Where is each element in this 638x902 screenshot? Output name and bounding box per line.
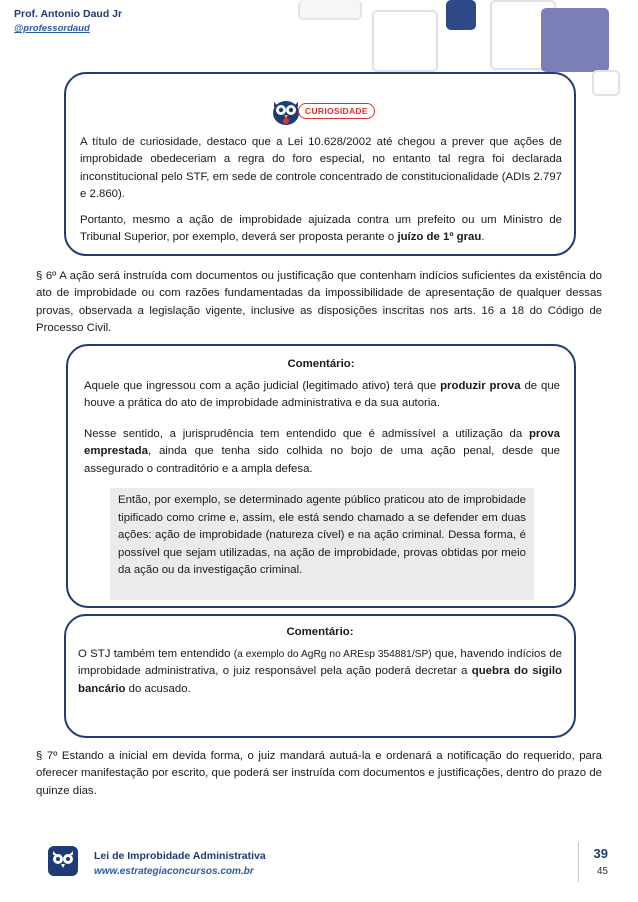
comment-1-p1-bold: produzir prova xyxy=(440,380,521,392)
comment-box-1 xyxy=(66,344,576,608)
comment-2-end: do acusado. xyxy=(125,682,191,695)
curiosity-paragraph-1: A título de curiosidade, destaco que a Lei 10.628/2002 até chegou a prever que ações de improbidade obedeceriam a regra do foro especial, no entanto tal regra foi declarada inconstitucional pelo STF, em sede de controle concentrado de constitucionalidade (ADIs 2.797 e 2.860). xyxy=(80,136,562,201)
author-name: Prof. Antonio Daud Jr xyxy=(14,8,123,20)
comment-2-bold: quebra do sigilo bancário xyxy=(78,665,562,695)
curiosity-paragraph-2 xyxy=(80,212,562,247)
comment-1-p1-text: Aquele que ingressou com a ação judicial (legitimado ativo) terá que xyxy=(84,380,441,392)
paragraph-6: § 6º A ação será instruída com documentos ou justificação que contenham indícios suficientes da existência do ato de improbidade ou com razões fundamentadas da impossibilidade de apresentação de qualquer dessas provas, observada a legislação vigente, inclusive as disposições inscritas nos arts. 16 a 18 do Código de Processo Civil. xyxy=(36,270,602,335)
comment-2-text-2: que, havendo indícios de improbidade administrativa, o juiz responsável pela ação poderá decretar a xyxy=(78,648,562,678)
comment-1-paragraph-2 xyxy=(84,426,560,478)
footer-divider xyxy=(578,842,579,882)
comment-1-paragraph-1 xyxy=(84,378,560,413)
paragraph-7: § 7º Estando a inicial em devida forma, o juiz mandará autuá-la e ordenará a notificação do requerido, para oferecer manifestação por escrito, que poderá ser instruída com documentos e justificações, dentro do prazo de quinze dias. xyxy=(36,750,602,797)
curiosity-badge-label: CURIOSIDADE xyxy=(298,103,375,119)
curiosity-p2-bold: juízo de 1º grau xyxy=(397,231,482,244)
curiosity-badge xyxy=(270,98,380,126)
comment-2-title: Comentário: xyxy=(286,626,354,638)
owl-logo-icon xyxy=(48,846,78,876)
curiosity-p2-end: . xyxy=(481,231,485,244)
page-total: 45 xyxy=(596,866,608,877)
curiosity-box xyxy=(64,72,576,256)
comment-1-example-box: Então, por exemplo, se determinado agente público praticou ato de improbidade tipificado como crime e, assim, ele está sendo chamado a se defender em duas ações: ação de improbidade (natureza cível) e na ação criminal. Dessa forma, é possível que sejam utilizadas, na ação de improbidade, provas obtidas por meio da ação ou da investigação criminal. xyxy=(110,488,534,600)
comment-1-p1-end: de que houve a prática do ato de improbidade administrativa e da sua autoria. xyxy=(84,380,560,410)
comment-1-title: Comentário: xyxy=(287,358,355,370)
comment-1-p2-bold: prova emprestada xyxy=(84,428,560,458)
footer-logo xyxy=(48,846,78,876)
author-handle[interactable]: @professordaud xyxy=(14,23,90,34)
comment-box-2 xyxy=(64,614,576,738)
curiosity-p2-text: Portanto, mesmo a ação de improbidade ajuizada contra um prefeito ou um Ministro de Tribunal Superior, por exemplo, deverá ser proposta perante o xyxy=(80,214,562,244)
comment-2-citation: (a exemplo do AgRg no AREsp 354881/SP) xyxy=(233,649,432,660)
page-number: 39 xyxy=(593,846,608,861)
comment-1-p2-text: Nesse sentido, a jurisprudência tem entendido que é admissível a utilização da xyxy=(84,428,529,440)
comment-2-text: O STJ também tem entendido xyxy=(78,648,234,660)
comment-1-p2-end: , ainda que tenha sido colhida no bojo de uma ação penal, desde que assegurado o contraditório e a ampla defesa. xyxy=(84,445,560,475)
footer-url[interactable]: www.estrategiaconcursos.com.br xyxy=(94,866,254,877)
comment-2-paragraph xyxy=(78,646,562,698)
footer-title: Lei de Improbidade Administrativa xyxy=(94,850,266,862)
